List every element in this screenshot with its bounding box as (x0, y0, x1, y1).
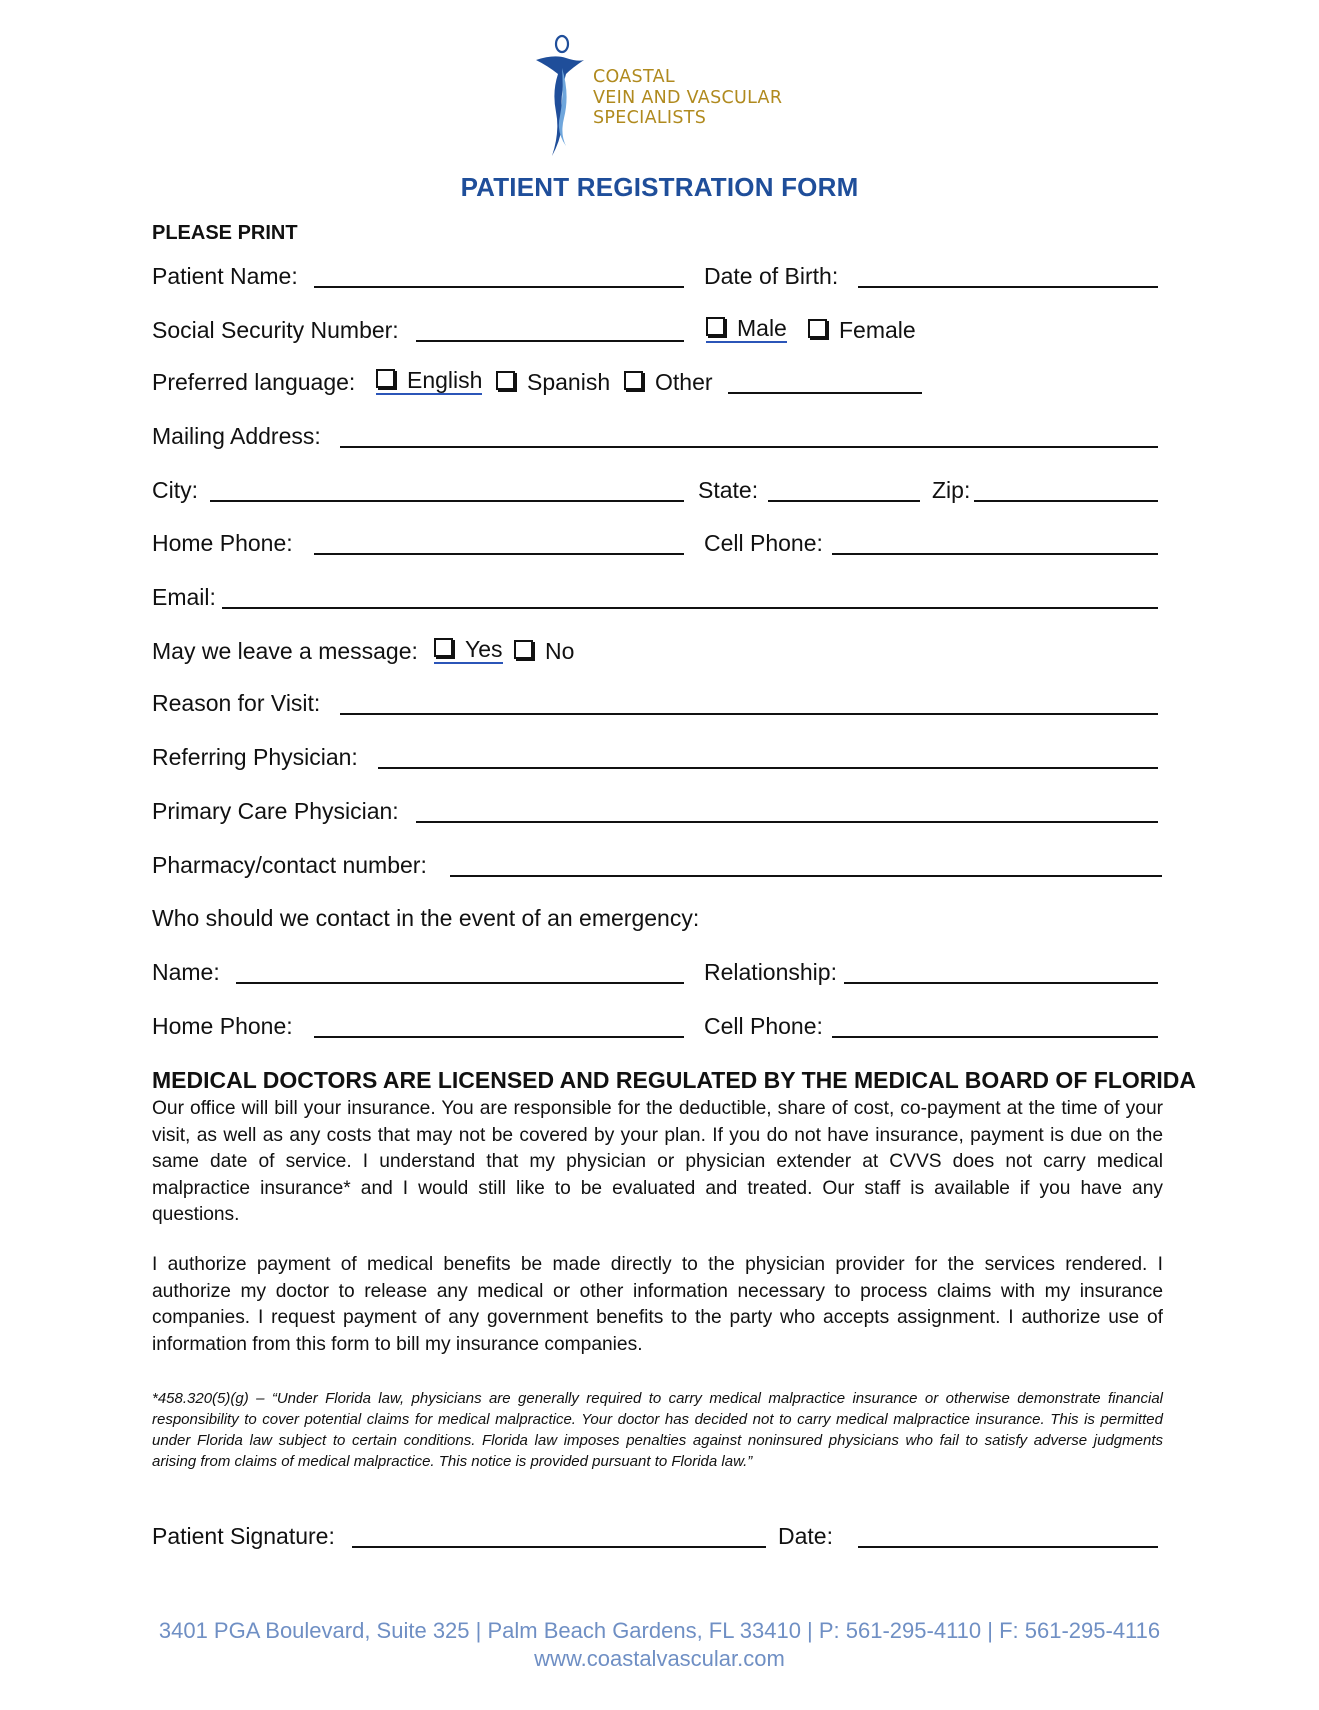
ssn-field[interactable] (416, 340, 684, 342)
dob-label: Date of Birth: (704, 263, 839, 289)
checkbox-icon (514, 640, 533, 659)
pharmacy-field[interactable] (450, 875, 1162, 877)
referring-physician-field[interactable] (378, 767, 1158, 769)
other-language-field[interactable] (728, 392, 922, 394)
row-primary-care (152, 795, 1162, 829)
patient-name-field[interactable] (314, 286, 684, 288)
home-phone-label: Home Phone: (152, 530, 293, 556)
signature-field[interactable] (352, 1546, 766, 1548)
footer-address: 3401 PGA Boulevard, Suite 325 | Palm Beach Gardens, FL 33410 | P: 561-295-4110 | F: 561-295-4116 (158, 1618, 1161, 1643)
checkbox-icon (376, 369, 395, 388)
row-referring-physician (152, 741, 1162, 775)
message-yes-checkbox[interactable]: Yes (434, 636, 503, 664)
emergency-name-label: Name: (152, 959, 220, 985)
emergency-home-phone-label: Home Phone: (152, 1013, 293, 1039)
clinic-logo (532, 34, 792, 164)
logo-line-2: VEIN AND VASCULAR (593, 87, 783, 108)
pharmacy-label: Pharmacy/contact number: (152, 852, 427, 878)
male-checkbox[interactable]: Male (706, 315, 787, 343)
relationship-label: Relationship: (704, 959, 837, 985)
preferred-language-label: Preferred language: (152, 369, 356, 395)
checkbox-icon (496, 371, 515, 390)
malpractice-fine-print: *458.320(5)(g) – “Under Florida law, physicians are generally required to carry medical malpractice insurance or otherwise demonstrate financial responsibility to cover potential claims for medical malpractice. Your doctor has decided not to carry medical malpractice insurance. This is permitted under Florida law subject to certain conditions. Florida law imposes penalties against noninsured physicians who fail to satisfy adverse judgments arising from claims of medical malpractice. This notice is provided pursuant to Florida law.” (152, 1390, 1163, 1470)
city-field[interactable] (210, 500, 684, 502)
emergency-contact-label: Who should we contact in the event of an emergency: (152, 905, 700, 931)
state-label: State: (698, 477, 759, 503)
home-phone-field[interactable] (314, 553, 684, 555)
zip-label: Zip: (932, 477, 971, 503)
authorization-paragraph: I authorize payment of medical benefits be made directly to the physician provider for the services rendered. I authorize my doctor to release any medical or other information necessary to process claims with my insurance companies. I request payment of any government benefits to the party who accepts assignment. I authorize use of information from this form to bill my insurance companies. (152, 1254, 1163, 1355)
emergency-cell-phone-label: Cell Phone: (704, 1013, 823, 1039)
page-title: PATIENT REGISTRATION FORM (460, 172, 859, 202)
signature-label: Patient Signature: (152, 1523, 335, 1549)
cell-phone-field[interactable] (832, 553, 1158, 555)
dob-field[interactable] (858, 286, 1158, 288)
logo-wordmark (593, 67, 782, 129)
english-checkbox[interactable]: English (376, 367, 482, 395)
city-label: City: (152, 477, 198, 503)
row-preferred-language (152, 366, 1162, 400)
please-print-label: PLEASE PRINT (152, 222, 298, 244)
emergency-cell-phone-field[interactable] (832, 1036, 1158, 1038)
emergency-home-phone-field[interactable] (314, 1036, 684, 1038)
logo-line-1: COASTAL (593, 67, 675, 87)
footer-website[interactable]: www.coastalvascular.com (534, 1646, 785, 1671)
primary-care-field[interactable] (416, 821, 1158, 823)
leave-message-label: May we leave a message: (152, 638, 418, 664)
email-label: Email: (152, 584, 216, 610)
cell-phone-label: Cell Phone: (704, 530, 823, 556)
billing-paragraph: Our office will bill your insurance. You are responsible for the deductible, share of cost, co-payment at the time of your visit, as well as any costs that may not be covered by your plan. If you do not have insurance, payment is due on the same date of service. I understand that my physician or physician extender at CVVS does not carry medical malpractice insurance* and I would still like to be evaluated and treated. Our staff is available if you have any questions. (152, 1098, 1163, 1225)
row-signature (152, 1520, 1162, 1554)
checkbox-icon (808, 319, 827, 338)
row-emergency-name (152, 956, 1162, 990)
mailing-address-field[interactable] (340, 446, 1158, 448)
row-pharmacy (152, 849, 1162, 883)
mailing-address-label: Mailing Address: (152, 423, 321, 449)
checkbox-icon (624, 371, 643, 390)
row-reason (152, 687, 1162, 721)
primary-care-label: Primary Care Physician: (152, 798, 399, 824)
reason-field[interactable] (340, 713, 1158, 715)
other-language-checkbox[interactable]: Other (624, 369, 713, 395)
signature-date-field[interactable] (858, 1546, 1158, 1548)
row-emergency-phones (152, 1010, 1162, 1044)
signature-date-label: Date: (778, 1523, 833, 1549)
person-figure-logo-icon (532, 34, 592, 160)
row-mailing-address (152, 420, 1162, 454)
female-checkbox[interactable]: Female (808, 317, 916, 343)
row-ssn-gender (152, 314, 1162, 348)
row-email (152, 581, 1162, 615)
row-phones (152, 527, 1162, 561)
spanish-checkbox[interactable]: Spanish (496, 369, 610, 395)
referring-physician-label: Referring Physician: (152, 744, 358, 770)
email-field[interactable] (222, 607, 1158, 609)
zip-field[interactable] (974, 500, 1158, 502)
row-patient-name (152, 260, 1162, 294)
message-no-checkbox[interactable]: No (514, 638, 574, 664)
notice-heading: MEDICAL DOCTORS ARE LICENSED AND REGULATED BY THE MEDICAL BOARD OF FLORIDA (152, 1067, 1196, 1093)
row-leave-message (152, 635, 1162, 669)
row-city-state-zip (152, 474, 1162, 508)
emergency-name-field[interactable] (236, 982, 684, 984)
reason-label: Reason for Visit: (152, 690, 321, 716)
relationship-field[interactable] (844, 982, 1158, 984)
checkbox-icon (434, 638, 453, 657)
ssn-label: Social Security Number: (152, 317, 399, 343)
checkbox-icon (706, 317, 725, 336)
logo-line-3: SPECIALISTS (593, 108, 707, 128)
patient-name-label: Patient Name: (152, 263, 298, 289)
row-emergency-prompt (152, 902, 1162, 936)
state-field[interactable] (768, 500, 920, 502)
